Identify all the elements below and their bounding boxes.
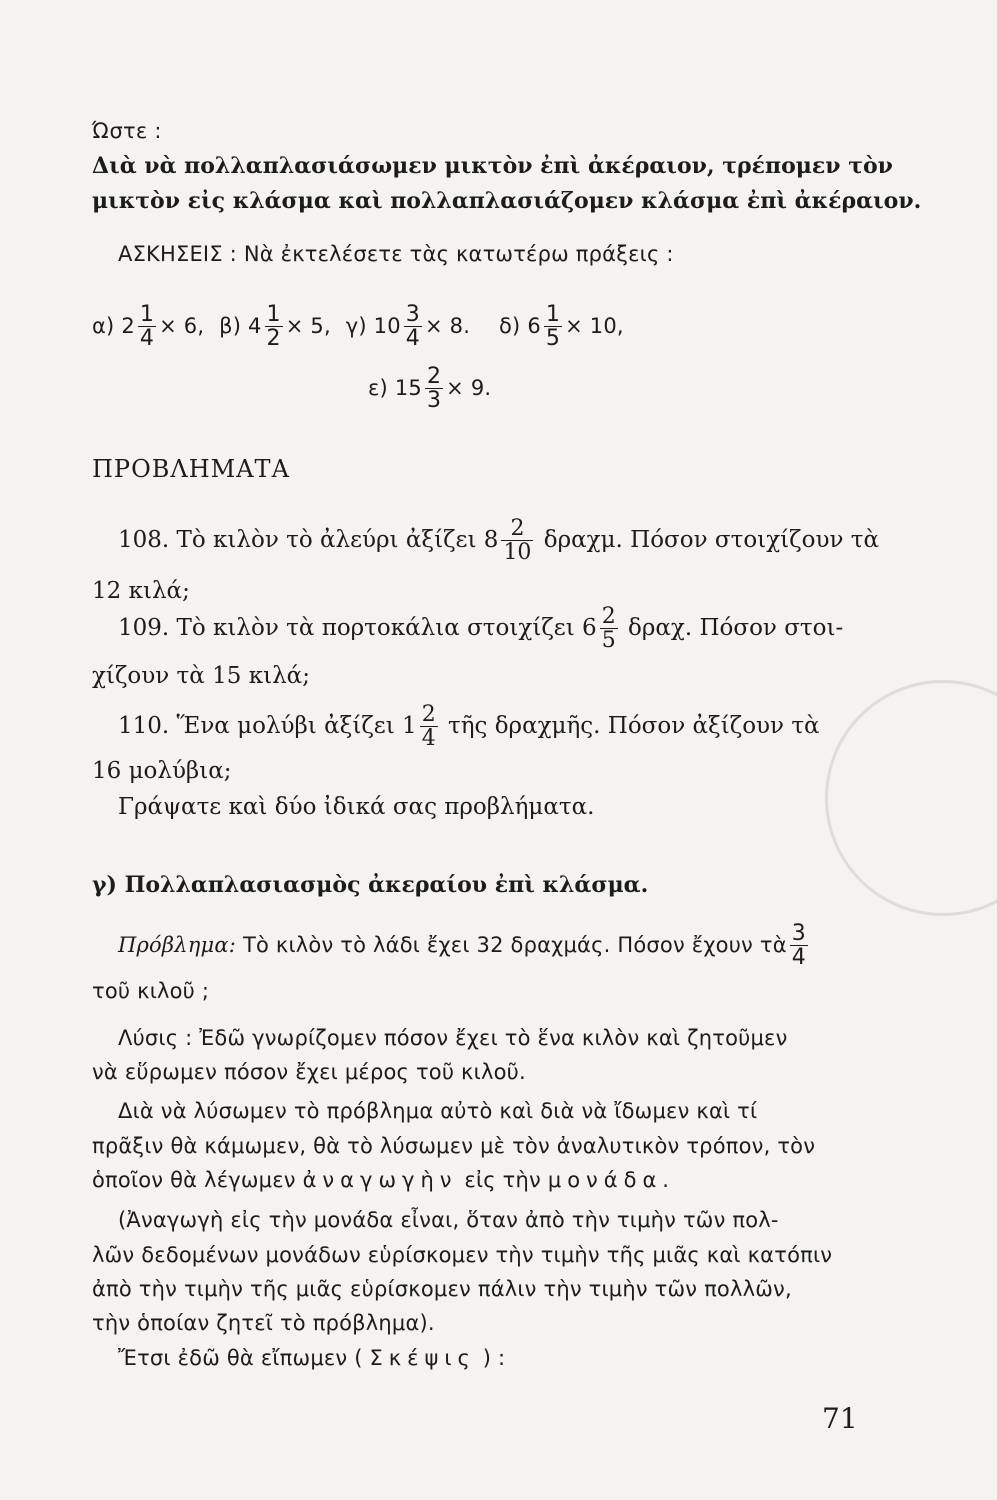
method-line-2: πρᾶξιν θὰ κάμωμεν, θὰ τὸ λύσωμεν μὲ τὸν ἀναλυτικὸν τρόπον, τὸν [92, 1134, 816, 1158]
fraction: $\frac{2}{5}$ [601, 604, 616, 653]
term-anagogi: ἀναγωγὴν [302, 1168, 458, 1192]
rule-line-1: Διὰ νὰ πολλαπλασιάσωμεν μικτὸν ἐπὶ ἀκέραιον, τρέπομεν τὸν [92, 153, 893, 179]
problem-109: 109. Τὸ κιλὸν τὰ πορτοκάλια στοιχίζει 6 $\frac{2}{5}$ δραχ. Πόσον στοι- [118, 604, 844, 653]
fraction: $\frac{2}{10}$ [503, 516, 532, 565]
exercise-d: δ) 6 $\frac{1}{5}$ × 10, [499, 302, 624, 351]
section-problem: Πρόβλημα: Τὸ κιλὸν τὸ λάδι ἔχει 32 δραχμάς. Πόσον ἔχουν τὰ $\frac{3}{4}$ [118, 921, 806, 970]
exercise-b: β) 4 $\frac{1}{2}$ × 5, [219, 302, 331, 351]
paren-line-4: τὴν ὁποίαν ζητεῖ τὸ πρόβλημα). [92, 1311, 435, 1335]
exercise-row-1 [92, 296, 624, 356]
fraction: $\frac{3}{4}$ [791, 921, 806, 970]
fraction: $\frac{1}{4}$ [139, 302, 155, 351]
fraction: $\frac{1}{5}$ [545, 302, 561, 351]
term-monada: μονάδα. [547, 1168, 675, 1192]
exercise-a: α) 2 $\frac{1}{4}$ × 6, [92, 302, 205, 351]
method-line-3: ὁποῖον θὰ λέγωμεν ἀναγωγὴν εἰς τὴν μονάδα. [92, 1168, 675, 1192]
solution-line-2: νὰ εὕρωμεν πόσον ἔχει μέρος τοῦ κιλοῦ. [92, 1060, 526, 1084]
problem-109-cont: χίζουν τὰ 15 κιλά; [92, 663, 310, 689]
problem-110: 110. Ἕνα μολύβι ἀξίζει 1 $\frac{2}{4}$ τῆς δραχμῆς. Πόσον ἀξίζουν τὰ [118, 702, 820, 751]
solution-line-1: Λύσις : Ἐδῶ γνωρίζομεν πόσον ἔχει τὸ ἕνα κιλὸν καὶ ζητοῦμεν [118, 1026, 788, 1050]
library-stamp [825, 680, 997, 916]
term-skepsis: Σκέψις [369, 1346, 476, 1370]
page-number: 71 [822, 1402, 858, 1435]
problem-label: Πρόβλημα: [118, 933, 237, 957]
fraction: $\frac{1}{2}$ [266, 302, 281, 351]
own-problems: Γράψατε καὶ δύο ἰδικά σας προβλήματα. [118, 794, 595, 820]
problem-108: 108. Τὸ κιλὸν τὸ ἀλεύρι ἀξίζει 8 $\frac{2}{10}$ δραχμ. Πόσον στοιχίζουν τὰ [118, 516, 879, 565]
exercise-c: γ) 10 $\frac{3}{4}$ × 8. [345, 302, 471, 351]
paren-line-2: λῶν δεδομένων μονάδων εὑρίσκομεν τὴν τιμὴν τῆς μιᾶς καὶ κατόπιν [92, 1243, 833, 1267]
problem-108-cont: 12 κιλά; [92, 578, 190, 604]
method-line-1: Διὰ νὰ λύσωμεν τὸ πρόβλημα αὐτὸ καὶ διὰ νὰ ἴδωμεν καὶ τί [118, 1099, 758, 1123]
last-line: Ἔτσι ἐδῶ θὰ εἴπωμεν ( Σκέψις ) : [118, 1346, 506, 1370]
intro-text: Ώστε : [92, 119, 162, 143]
fraction: $\frac{2}{4}$ [421, 702, 436, 751]
fraction: $\frac{3}{4}$ [405, 302, 420, 351]
rule-line-2: μικτὸν εἰς κλάσμα καὶ πολλαπλασιάζομεν κλάσμα ἐπὶ ἀκέραιον. [92, 188, 922, 214]
exercises-heading: ΑΣΚΗΣΕΙΣ : Νὰ ἐκτελέσετε τὰς κατωτέρω πράξεις : [118, 242, 674, 266]
problem-cont: τοῦ κιλοῦ ; [92, 979, 210, 1003]
paren-line-3: ἀπὸ τὴν τιμὴν τῆς μιᾶς εὑρίσκομεν πάλιν τὴν τιμὴν τῶν πολλῶν, [92, 1277, 792, 1301]
problems-heading: ΠΡΟΒΛΗΜΑΤΑ [92, 455, 290, 483]
problem-110-cont: 16 μολύβια; [92, 758, 232, 784]
paren-line-1: (Ἀναγωγὴ εἰς τὴν μονάδα εἶναι, ὅταν ἀπὸ τὴν τιμὴν τῶν πολ- [118, 1208, 779, 1232]
section-title: γ) Πολλαπλασιασμὸς ἀκεραίου ἐπὶ κλάσμα. [92, 872, 649, 898]
fraction: $\frac{2}{3}$ [426, 364, 442, 413]
exercise-e: ε) 15 $\frac{2}{3}$ × 9. [368, 364, 492, 413]
